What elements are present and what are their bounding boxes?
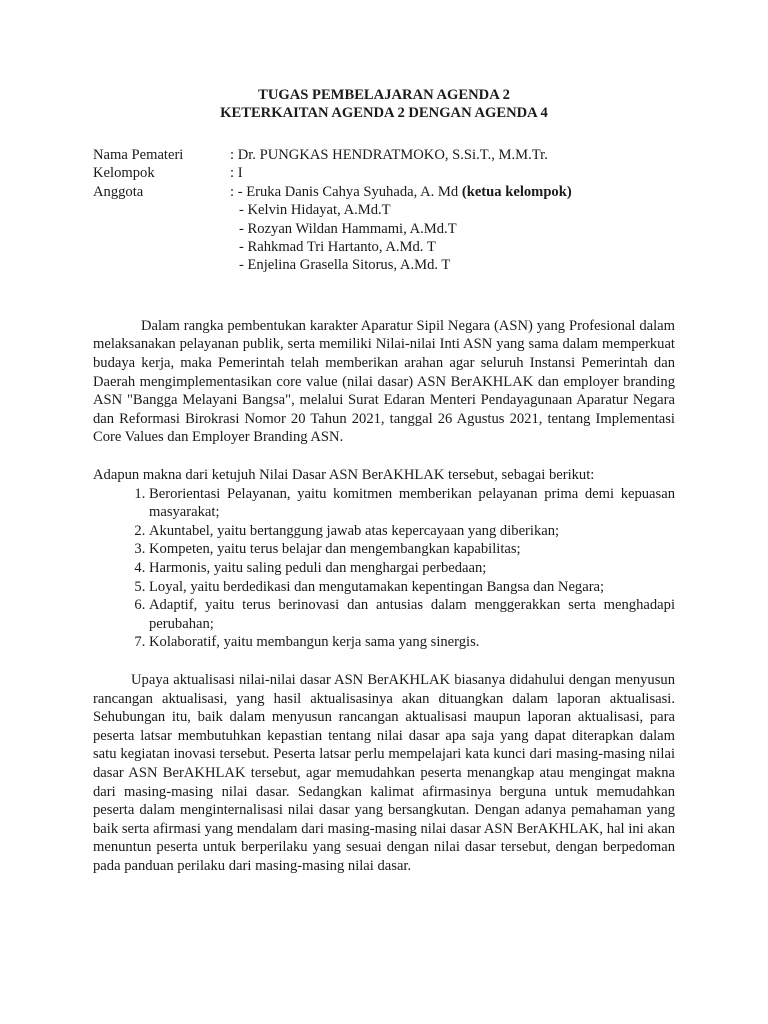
document-title-line-2: KETERKAITAN AGENDA 2 DENGAN AGENDA 4 (220, 105, 548, 121)
pemateri-label: Nama Pemateri (93, 147, 184, 163)
list-item: 2. Akuntabel, yaitu bertanggung jawab atas kepercayaan yang diberikan; (149, 522, 675, 541)
list-item: 6. Adaptif, yaitu terus berinovasi dan antusias dalam menggerakkan serta menghadapi perubahan; (149, 596, 675, 633)
pemateri-value: : Dr. PUNGKAS HENDRATMOKO, S.Si.T., M.M.Tr. (230, 147, 548, 163)
group-info (93, 146, 675, 275)
list-item: 1. Berorientasi Pelayanan, yaitu komitmen memberikan pelayanan prima demi kepuasan masyarakat; (149, 485, 675, 522)
anggota-first-member (230, 183, 572, 201)
anggota-label: Anggota (93, 183, 144, 200)
core-values-list (93, 485, 675, 652)
member-item: - Enjelina Grasella Sitorus, A.Md. T (239, 257, 451, 274)
leader-note: (ketua kelompok) (461, 183, 572, 200)
list-item: 4. Harmonis, yaitu saling peduli dan menghargai perbedaan; (149, 559, 675, 578)
list-item: 7. Kolaboratif, yaitu membangun kerja sama yang sinergis. (149, 633, 675, 652)
anggota-row (93, 183, 675, 201)
document-page (93, 86, 675, 875)
kelompok-value: : I (230, 165, 243, 182)
actualization-paragraph: Upaya aktualisasi nilai-nilai dasar ASN BerAKHLAK biasanya didahului dengan menyusun rancangan aktualisasi, yang hasil aktualisasinya akan dituangkan dalam laporan aktualisasi. Sehubungan itu, baik dalam menyusun rancangan aktualisasi maupun laporan aktualisasi, para peserta latsar membutuhkan kepastian tentang nilai dasar apa saja yang dapat diterapkan dalam satu kegiatan inovasi tersebut. Peserta latsar perlu mempelajari kata kunci dari masing-masing nilai dasar ASN BerAKHLAK tersebut, agar memudahkan peserta menangkap atau mengingat makna dari masing-masing nilai dasar. Sedangkan kalimat afirmasinya berguna untuk memudahkan peserta dalam menginternalisasi nilai dasar yang bersangkutan. Dengan adanya pemahaman yang baik serta afirmasi yang mendalam dari masing-masing nilai dasar ASN BerAKHLAK, hal ini akan menuntun peserta untuk berperilaku yang sesuai dengan nilai dasar tersebut, dengan berpedoman pada panduan perilaku dari masing-masing nilai dasar. (93, 671, 675, 874)
kelompok-label: Kelompok (93, 165, 155, 182)
kelompok-row (93, 164, 675, 182)
list-item: 3. Kompeten, yaitu terus belajar dan mengembangkan kapabilitas; (149, 540, 675, 559)
intro-paragraph: Dalam rangka pembentukan karakter Aparatur Sipil Negara (ASN) yang Profesional dalam melaksanakan pelayanan publik, serta memiliki Nilai-nilai Inti ASN yang sama dalam memperkuat budaya kerja, maka Pemerintah telah memberikan arahan agar seluruh Instansi Pemerintah dan Daerah mengimplementasikan core value (nilai dasar) ASN BerAKHLAK dan employer branding ASN "Bangga Melayani Bangsa", melalui Surat Edaran Menteri Pendayagunaan Aparatur Negara dan Reformasi Birokrasi Nomor 20 Tahun 2021, tanggal 26 Agustus 2021, tentang Implementasi Core Values dan Employer Branding ASN. (93, 317, 675, 446)
member-item: - Rahkmad Tri Hartanto, A.Md. T (239, 239, 436, 256)
list-item: 5. Loyal, yaitu berdedikasi dan mengutamakan kepentingan Bangsa dan Negara; (149, 578, 675, 597)
member-item: - Kelvin Hidayat, A.Md.T (239, 202, 391, 219)
member-item: - Rozyan Wildan Hammami, A.Md.T (239, 220, 457, 237)
anggota-leader-name: : - Eruka Danis Cahya Syuhada, A. Md (230, 183, 462, 200)
values-intro-paragraph: Adapun makna dari ketujuh Nilai Dasar ASN BerAKHLAK tersebut, sebagai berikut: (93, 467, 595, 483)
pemateri-row (93, 146, 675, 164)
document-title-line-1: TUGAS PEMBELAJARAN AGENDA 2 (258, 87, 510, 103)
